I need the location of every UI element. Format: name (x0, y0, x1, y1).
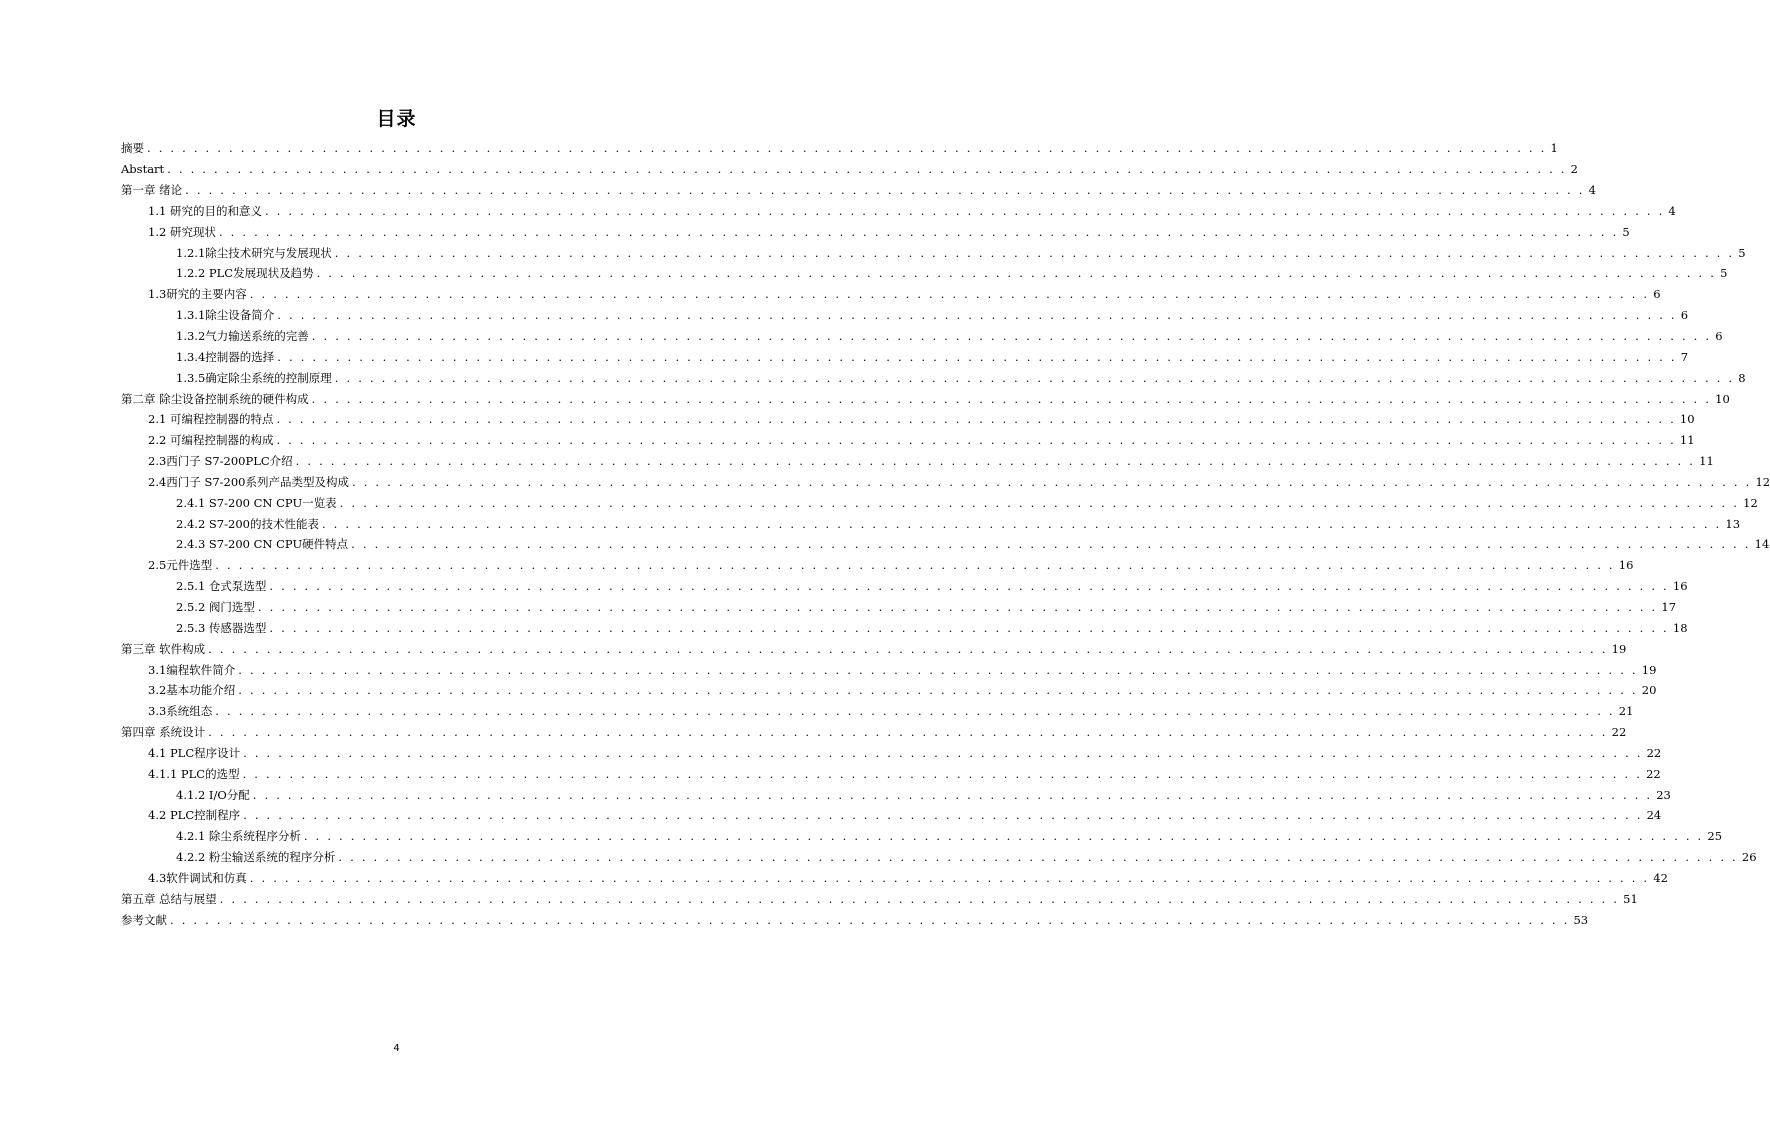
toc-dot-leader: . . . . . . . . . . . . . . . . . . . . . . . . . . . . . . . . . . . . . . . . . . . . . . . . . . . . . . . . . . . . . . . . . . . . . . . . . . . . . . . . . . . . . . . . . . . . . . . . . . . . . . . . . . . . . . . . . . . . . . . . (208, 641, 1608, 656)
toc-entry-page: 17 (1661, 599, 1677, 614)
toc-dot-leader: . . . . . . . . . . . . . . . . . . . . . . . . . . . . . . . . . . . . . . . . . . . . . . . . . . . . . . . . . . . . . . . . . . . . . . . . . . . . . . . . . . . . . . . . . . . . . . . . . . . . . . . . . . . . . . . . . . . . . . . . (215, 558, 1615, 573)
toc-entry[interactable] (176, 367, 1746, 388)
toc-entry-page: 22 (1646, 766, 1661, 781)
toc-entry-label: 2.5.1 仓式泵选型 (176, 579, 267, 594)
toc-dot-leader: . . . . . . . . . . . . . . . . . . . . . . . . . . . . . . . . . . . . . . . . . . . . . . . . . . . . . . . . . . . . . . . . . . . . . . . . . . . . . . . . . . . . . . . . . . . . . . . . . . . . . . . . . . . . . . . . . . . . . . . . (321, 516, 1722, 531)
toc-dot-leader: . . . . . . . . . . . . . . . . . . . . . . . . . . . . . . . . . . . . . . . . . . . . . . . . . . . . . . . . . . . . . . . . . . . . . . . . . . . . . . . . . . . . . . . . . . . . . . . . . . . . . . . . . . . . . . . . . . . . . . . . (295, 454, 1696, 469)
toc-dot-leader: . . . . . . . . . . . . . . . . . . . . . . . . . . . . . . . . . . . . . . . . . . . . . . . . . . . . . . . . . . . . . . . . . . . . . . . . . . . . . . . . . . . . . . . . . . . . . . . . . . . . . . . . . . . . . . . . . . . . . . . . (242, 766, 1643, 781)
toc-entry-label: 4.3软件调试和仿真 (148, 870, 247, 885)
toc-entry-label: 第五章 总结与展望 (121, 891, 217, 906)
toc-entry-label: 1.1 研究的目的和意义 (148, 203, 262, 218)
toc-entry[interactable] (176, 784, 1671, 805)
toc-entry[interactable] (176, 326, 1723, 347)
toc-entry-page: 16 (1618, 558, 1634, 573)
toc-entry-page: 16 (1672, 579, 1688, 594)
table-of-contents (0, 138, 1770, 930)
toc-entry-label: 3.2基本功能介绍 (148, 683, 236, 698)
toc-entry-page: 24 (1646, 808, 1662, 823)
toc-dot-leader: . . . . . . . . . . . . . . . . . . . . . . . . . . . . . . . . . . . . . . . . . . . . . . . . . . . . . . . . . . . . . . . . . . . . . . . . . . . . . . . . . . . . . . . . . . . . . . . . . . . . . . . . . . . . . . . . . . . . . . . . (257, 599, 1658, 614)
toc-entry-page: 4 (1668, 203, 1676, 218)
toc-entry[interactable] (121, 138, 1558, 159)
toc-entry-page: 19 (1611, 641, 1627, 656)
toc-dot-leader: . . . . . . . . . . . . . . . . . . . . . . . . . . . . . . . . . . . . . . . . . . . . . . . . . . . . . . . . . . . . . . . . . . . . . . . . . . . . . . . . . . . . . . . . . . . . . . . . . . . . . . . . . . . . . . . . . . . . . . . . (219, 891, 1620, 906)
toc-dot-leader: . . . . . . . . . . . . . . . . . . . . . . . . . . . . . . . . . . . . . . . . . . . . . . . . . . . . . . . . . . . . . . . . . . . . . . . . . . . . . . . . . . . . . . . . . . . . . . . . . . . . . . . . . . . . . . . . . . . . . . . . (252, 787, 1653, 802)
toc-entry[interactable] (121, 180, 1596, 201)
toc-entry-page: 25 (1707, 829, 1723, 844)
toc-title: 目录 (376, 108, 417, 130)
toc-entry-page: 19 (1641, 662, 1657, 677)
toc-entry-page: 10 (1679, 412, 1695, 427)
toc-dot-leader: . . . . . . . . . . . . . . . . . . . . . . . . . . . . . . . . . . . . . . . . . . . . . . . . . . . . . . . . . . . . . . . . . . . . . . . . . . . . . . . . . . . . . . . . . . . . . . . . . . . . . . . . . . . . . . . . . . . . . . . . (311, 391, 1712, 406)
toc-entry[interactable] (148, 680, 1657, 701)
toc-entry[interactable] (176, 492, 1758, 513)
toc-entry-label: 1.3研究的主要内容 (148, 287, 247, 302)
toc-entry-label: 2.5元件选型 (148, 558, 213, 573)
toc-entry-page: 11 (1699, 454, 1714, 469)
toc-dot-leader: . . . . . . . . . . . . . . . . . . . . . . . . . . . . . . . . . . . . . . . . . . . . . . . . . . . . . . . . . . . . . . . . . . . . . . . . . . . . . . . . . . . . . . . . . . . . . . . . . . . . . . . . . . . . . . . . . . . . . . . . (170, 912, 1570, 927)
toc-entry-label: 2.3西门子 S7-200PLC介绍 (148, 454, 293, 469)
toc-entry-page: 12 (1755, 474, 1770, 489)
toc-entry-label: 1.3.4控制器的选择 (176, 349, 275, 364)
toc-entry-label: 1.3.1除尘设备简介 (176, 308, 275, 323)
toc-entry-label: 4.1.2 I/O分配 (176, 787, 250, 802)
toc-entry[interactable] (121, 159, 1578, 180)
toc-entry-label: 3.1编程软件简介 (148, 662, 236, 677)
toc-entry-label: Abstart (121, 162, 165, 177)
toc-entry-label: 摘要 (121, 141, 144, 156)
toc-entry[interactable] (148, 451, 1714, 472)
toc-entry[interactable] (148, 430, 1695, 451)
toc-entry[interactable] (121, 888, 1638, 909)
toc-dot-leader: . . . . . . . . . . . . . . . . . . . . . . . . . . . . . . . . . . . . . . . . . . . . . . . . . . . . . . . . . . . . . . . . . . . . . . . . . . . . . . . . . . . . . . . . . . . . . . . . . . . . . . . . . . . . . . . . . . . . . . . . (303, 829, 1704, 844)
toc-entry[interactable] (121, 909, 1589, 930)
toc-entry-page: 1 (1550, 141, 1558, 156)
toc-dot-leader: . . . . . . . . . . . . . . . . . . . . . . . . . . . . . . . . . . . . . . . . . . . . . . . . . . . . . . . . . . . . . . . . . . . . . . . . . . . . . . . . . . . . . . . . . . . . . . . . . . . . . . . . . . . . . . . . . . . . . . . . (185, 183, 1585, 198)
toc-entry[interactable] (121, 388, 1730, 409)
toc-entry-label: 第一章 绪论 (121, 183, 183, 198)
toc-entry-page: 6 (1680, 308, 1689, 323)
toc-dot-leader: . . . . . . . . . . . . . . . . . . . . . . . . . . . . . . . . . . . . . . . . . . . . . . . . . . . . . . . . . . . . . . . . . . . . . . . . . . . . . . . . . . . . . . . . . . . . . . . . . . . . . . . . . . . . . . . . . . . . . . . . (167, 162, 1567, 177)
toc-entry-label: 第三章 软件构成 (121, 641, 206, 656)
toc-entry-label: 2.1 可编程控制器的特点 (148, 412, 274, 427)
toc-entry-label: 3.3系统组态 (148, 704, 213, 719)
toc-entry-page: 23 (1656, 787, 1671, 802)
toc-entry-page: 8 (1738, 370, 1746, 385)
toc-entry[interactable] (176, 513, 1741, 534)
toc-entry[interactable] (148, 868, 1668, 889)
toc-entry[interactable] (176, 576, 1688, 597)
toc-entry[interactable] (148, 472, 1770, 493)
toc-entry[interactable] (148, 555, 1634, 576)
toc-entry[interactable] (176, 242, 1746, 263)
toc-dot-leader: . . . . . . . . . . . . . . . . . . . . . . . . . . . . . . . . . . . . . . . . . . . . . . . . . . . . . . . . . . . . . . . . . . . . . . . . . . . . . . . . . . . . . . . . . . . . . . . . . . . . . . . . . . . . . . . . . . . . . . . . (276, 412, 1676, 427)
toc-dot-leader: . . . . . . . . . . . . . . . . . . . . . . . . . . . . . . . . . . . . . . . . . . . . . . . . . . . . . . . . . . . . . . . . . . . . . . . . . . . . . . . . . . . . . . . . . . . . . . . . . . . . . . . . . . . . . . . . . . . . . . . . (334, 245, 1735, 260)
toc-entry-label: 第二章 除尘设备控制系统的硬件构成 (121, 391, 309, 406)
toc-entry-page: 18 (1672, 620, 1688, 635)
toc-entry-page: 42 (1653, 870, 1668, 885)
toc-entry-label: 4.1.1 PLC的选型 (148, 766, 240, 781)
toc-dot-leader: . . . . . . . . . . . . . . . . . . . . . . . . . . . . . . . . . . . . . . . . . . . . . . . . . . . . . . . . . . . . . . . . . . . . . . . . . . . . . . . . . . . . . . . . . . . . . . . . . . . . . . . . . . . . . . . . . . . . . . . . (215, 704, 1615, 719)
toc-dot-leader: . . . . . . . . . . . . . . . . . . . . . . . . . . . . . . . . . . . . . . . . . . . . . . . . . . . . . . . . . . . . . . . . . . . . . . . . . . . . . . . . . . . . . . . . . . . . . . . . . . . . . . . . . . . . . . . . . . . . . . . . (208, 725, 1608, 740)
toc-entry[interactable] (148, 805, 1662, 826)
toc-entry-label: 4.2.1 除尘系统程序分析 (176, 829, 301, 844)
toc-dot-leader: . . . . . . . . . . . . . . . . . . . . . . . . . . . . . . . . . . . . . . . . . . . . . . . . . . . . . . . . . . . . . . . . . . . . . . . . . . . . . . . . . . . . . . . . . . . . . . . . . . . . . . . . . . . . . . . . . . . . . . . . (238, 662, 1638, 677)
toc-dot-leader: . . . . . . . . . . . . . . . . . . . . . . . . . . . . . . . . . . . . . . . . . . . . . . . . . . . . . . . . . . . . . . . . . . . . . . . . . . . . . . . . . . . . . . . . . . . . . . . . . . . . . . . . . . . . . . . . . . . . . . . . (334, 370, 1735, 385)
toc-entry-label: 参考文献 (121, 912, 167, 927)
toc-entry[interactable] (176, 263, 1728, 284)
toc-dot-leader: . . . . . . . . . . . . . . . . . . . . . . . . . . . . . . . . . . . . . . . . . . . . . . . . . . . . . . . . . . . . . . . . . . . . . . . . . . . . . . . . . . . . . . . . . . . . . . . . . . . . . . . . . . . . . . . . . . . . . . . . (218, 224, 1619, 239)
toc-dot-leader: . . . . . . . . . . . . . . . . . . . . . . . . . . . . . . . . . . . . . . . . . . . . . . . . . . . . . . . . . . . . . . . . . . . . . . . . . . . . . . . . . . . . . . . . . . . . . . . . . . . . . . . . . . . . . . . . . . . . . . . . (339, 495, 1740, 510)
toc-entry[interactable] (121, 638, 1627, 659)
toc-entry-page: 22 (1611, 725, 1627, 740)
toc-entry-label: 2.4.2 S7-200的技术性能表 (176, 516, 319, 531)
toc-entry-label: 4.2 PLC控制程序 (148, 808, 241, 823)
toc-entry-page: 21 (1618, 704, 1634, 719)
toc-entry-page: 5 (1720, 266, 1728, 281)
toc-entry-page: 26 (1741, 850, 1757, 865)
toc-entry[interactable] (176, 617, 1688, 638)
toc-entry[interactable] (148, 409, 1695, 430)
toc-entry[interactable] (148, 201, 1676, 222)
toc-dot-leader: . . . . . . . . . . . . . . . . . . . . . . . . . . . . . . . . . . . . . . . . . . . . . . . . . . . . . . . . . . . . . . . . . . . . . . . . . . . . . . . . . . . . . . . . . . . . . . . . . . . . . . . . . . . . . . . . . . . . . . . . (276, 433, 1676, 448)
toc-dot-leader: . . . . . . . . . . . . . . . . . . . . . . . . . . . . . . . . . . . . . . . . . . . . . . . . . . . . . . . . . . . . . . . . . . . . . . . . . . . . . . . . . . . . . . . . . . . . . . . . . . . . . . . . . . . . . . . . . . . . . . . . (351, 474, 1752, 489)
toc-entry-label: 2.4.3 S7-200 CN CPU硬件特点 (176, 537, 349, 552)
toc-dot-leader: . . . . . . . . . . . . . . . . . . . . . . . . . . . . . . . . . . . . . . . . . . . . . . . . . . . . . . . . . . . . . . . . . . . . . . . . . . . . . . . . . . . . . . . . . . . . . . . . . . . . . . . . . . . . . . . . . . . . . . . . (243, 808, 1643, 823)
toc-entry-label: 1.3.5确定除尘系统的控制原理 (176, 370, 332, 385)
toc-dot-leader: . . . . . . . . . . . . . . . . . . . . . . . . . . . . . . . . . . . . . . . . . . . . . . . . . . . . . . . . . . . . . . . . . . . . . . . . . . . . . . . . . . . . . . . . . . . . . . . . . . . . . . . . . . . . . . . . . . . . . . . . (249, 287, 1650, 302)
toc-entry-page: 6 (1715, 329, 1723, 344)
toc-entry-page: 5 (1622, 224, 1630, 239)
toc-entry-label: 2.4西门子 S7-200系列产品类型及构成 (148, 474, 349, 489)
toc-entry[interactable] (148, 701, 1634, 722)
toc-entry-page: 11 (1679, 433, 1695, 448)
toc-dot-leader: . . . . . . . . . . . . . . . . . . . . . . . . . . . . . . . . . . . . . . . . . . . . . . . . . . . . . . . . . . . . . . . . . . . . . . . . . . . . . . . . . . . . . . . . . . . . . . . . . . . . . . . . . . . . . . . . . . . . . . . . (249, 870, 1650, 885)
toc-entry[interactable] (176, 534, 1770, 555)
toc-entry[interactable] (148, 284, 1661, 305)
toc-entry-page: 13 (1725, 516, 1741, 531)
toc-entry[interactable] (176, 597, 1677, 618)
toc-entry[interactable] (148, 742, 1662, 763)
toc-entry-page: 4 (1588, 183, 1596, 198)
toc-dot-leader: . . . . . . . . . . . . . . . . . . . . . . . . . . . . . . . . . . . . . . . . . . . . . . . . . . . . . . . . . . . . . . . . . . . . . . . . . . . . . . . . . . . . . . . . . . . . . . . . . . . . . . . . . . . . . . . . . . . . . . . . (338, 850, 1738, 865)
toc-dot-leader: . . . . . . . . . . . . . . . . . . . . . . . . . . . . . . . . . . . . . . . . . . . . . . . . . . . . . . . . . . . . . . . . . . . . . . . . . . . . . . . . . . . . . . . . . . . . . . . . . . . . . . . . . . . . . . . . . . . . . . . . (316, 266, 1717, 281)
toc-entry-page: 53 (1573, 912, 1589, 927)
toc-entry[interactable] (148, 763, 1661, 784)
toc-dot-leader: . . . . . . . . . . . . . . . . . . . . . . . . . . . . . . . . . . . . . . . . . . . . . . . . . . . . . . . . . . . . . . . . . . . . . . . . . . . . . . . . . . . . . . . . . . . . . . . . . . . . . . . . . . . . . . . . . . . . . . . . (351, 537, 1751, 552)
toc-entry-page: 6 (1653, 287, 1661, 302)
toc-dot-leader: . . . . . . . . . . . . . . . . . . . . . . . . . . . . . . . . . . . . . . . . . . . . . . . . . . . . . . . . . . . . . . . . . . . . . . . . . . . . . . . . . . . . . . . . . . . . . . . . . . . . . . . . . . . . . . . . . . . . . . . . (311, 329, 1712, 344)
toc-entry[interactable] (176, 847, 1757, 868)
toc-entry-label: 1.3.2气力输送系统的完善 (176, 329, 309, 344)
toc-entry-label: 1.2.1除尘技术研究与发展现状 (176, 245, 332, 260)
toc-entry-page: 7 (1680, 349, 1689, 364)
toc-entry-page: 20 (1641, 683, 1657, 698)
toc-entry[interactable] (176, 305, 1689, 326)
page-number: 4 (393, 1043, 400, 1054)
toc-entry-page: 10 (1715, 391, 1730, 406)
toc-entry[interactable] (148, 659, 1657, 680)
toc-dot-leader: . . . . . . . . . . . . . . . . . . . . . . . . . . . . . . . . . . . . . . . . . . . . . . . . . . . . . . . . . . . . . . . . . . . . . . . . . . . . . . . . . . . . . . . . . . . . . . . . . . . . . . . . . . . . . . . . . . . . . . . . (277, 349, 1677, 364)
toc-dot-leader: . . . . . . . . . . . . . . . . . . . . . . . . . . . . . . . . . . . . . . . . . . . . . . . . . . . . . . . . . . . . . . . . . . . . . . . . . . . . . . . . . . . . . . . . . . . . . . . . . . . . . . . . . . . . . . . . . . . . . . . . (147, 141, 1547, 156)
toc-dot-leader: . . . . . . . . . . . . . . . . . . . . . . . . . . . . . . . . . . . . . . . . . . . . . . . . . . . . . . . . . . . . . . . . . . . . . . . . . . . . . . . . . . . . . . . . . . . . . . . . . . . . . . . . . . . . . . . . . . . . . . . . (238, 683, 1638, 698)
toc-entry-label: 2.5.3 传感器选型 (176, 620, 267, 635)
toc-dot-leader: . . . . . . . . . . . . . . . . . . . . . . . . . . . . . . . . . . . . . . . . . . . . . . . . . . . . . . . . . . . . . . . . . . . . . . . . . . . . . . . . . . . . . . . . . . . . . . . . . . . . . . . . . . . . . . . . . . . . . . . . (277, 308, 1677, 323)
toc-dot-leader: . . . . . . . . . . . . . . . . . . . . . . . . . . . . . . . . . . . . . . . . . . . . . . . . . . . . . . . . . . . . . . . . . . . . . . . . . . . . . . . . . . . . . . . . . . . . . . . . . . . . . . . . . . . . . . . . . . . . . . . . (264, 203, 1665, 218)
toc-entry[interactable] (121, 722, 1627, 743)
toc-entry-label: 1.2 研究现状 (148, 224, 216, 239)
toc-dot-leader: . . . . . . . . . . . . . . . . . . . . . . . . . . . . . . . . . . . . . . . . . . . . . . . . . . . . . . . . . . . . . . . . . . . . . . . . . . . . . . . . . . . . . . . . . . . . . . . . . . . . . . . . . . . . . . . . . . . . . . . . (269, 579, 1669, 594)
toc-entry-page: 14 (1754, 537, 1770, 552)
toc-dot-leader: . . . . . . . . . . . . . . . . . . . . . . . . . . . . . . . . . . . . . . . . . . . . . . . . . . . . . . . . . . . . . . . . . . . . . . . . . . . . . . . . . . . . . . . . . . . . . . . . . . . . . . . . . . . . . . . . . . . . . . . . (243, 745, 1643, 760)
toc-entry-page: 5 (1738, 245, 1746, 260)
toc-entry[interactable] (176, 826, 1723, 847)
toc-dot-leader: . . . . . . . . . . . . . . . . . . . . . . . . . . . . . . . . . . . . . . . . . . . . . . . . . . . . . . . . . . . . . . . . . . . . . . . . . . . . . . . . . . . . . . . . . . . . . . . . . . . . . . . . . . . . . . . . . . . . . . . . (269, 620, 1669, 635)
toc-entry[interactable] (176, 346, 1689, 367)
toc-entry-page: 22 (1646, 745, 1662, 760)
toc-entry-page: 51 (1623, 891, 1638, 906)
toc-entry-label: 2.5.2 阀门选型 (176, 599, 255, 614)
toc-entry-label: 4.2.2 粉尘输送系统的程序分析 (176, 850, 336, 865)
toc-entry-label: 4.1 PLC程序设计 (148, 745, 241, 760)
toc-entry[interactable] (148, 221, 1630, 242)
toc-entry-page: 2 (1570, 162, 1578, 177)
toc-entry-label: 2.2 可编程控制器的构成 (148, 433, 274, 448)
toc-entry-label: 1.2.2 PLC发展现状及趋势 (176, 266, 314, 281)
toc-entry-label: 第四章 系统设计 (121, 725, 206, 740)
toc-entry-page: 12 (1743, 495, 1758, 510)
toc-entry-label: 2.4.1 S7-200 CN CPU一览表 (176, 495, 337, 510)
